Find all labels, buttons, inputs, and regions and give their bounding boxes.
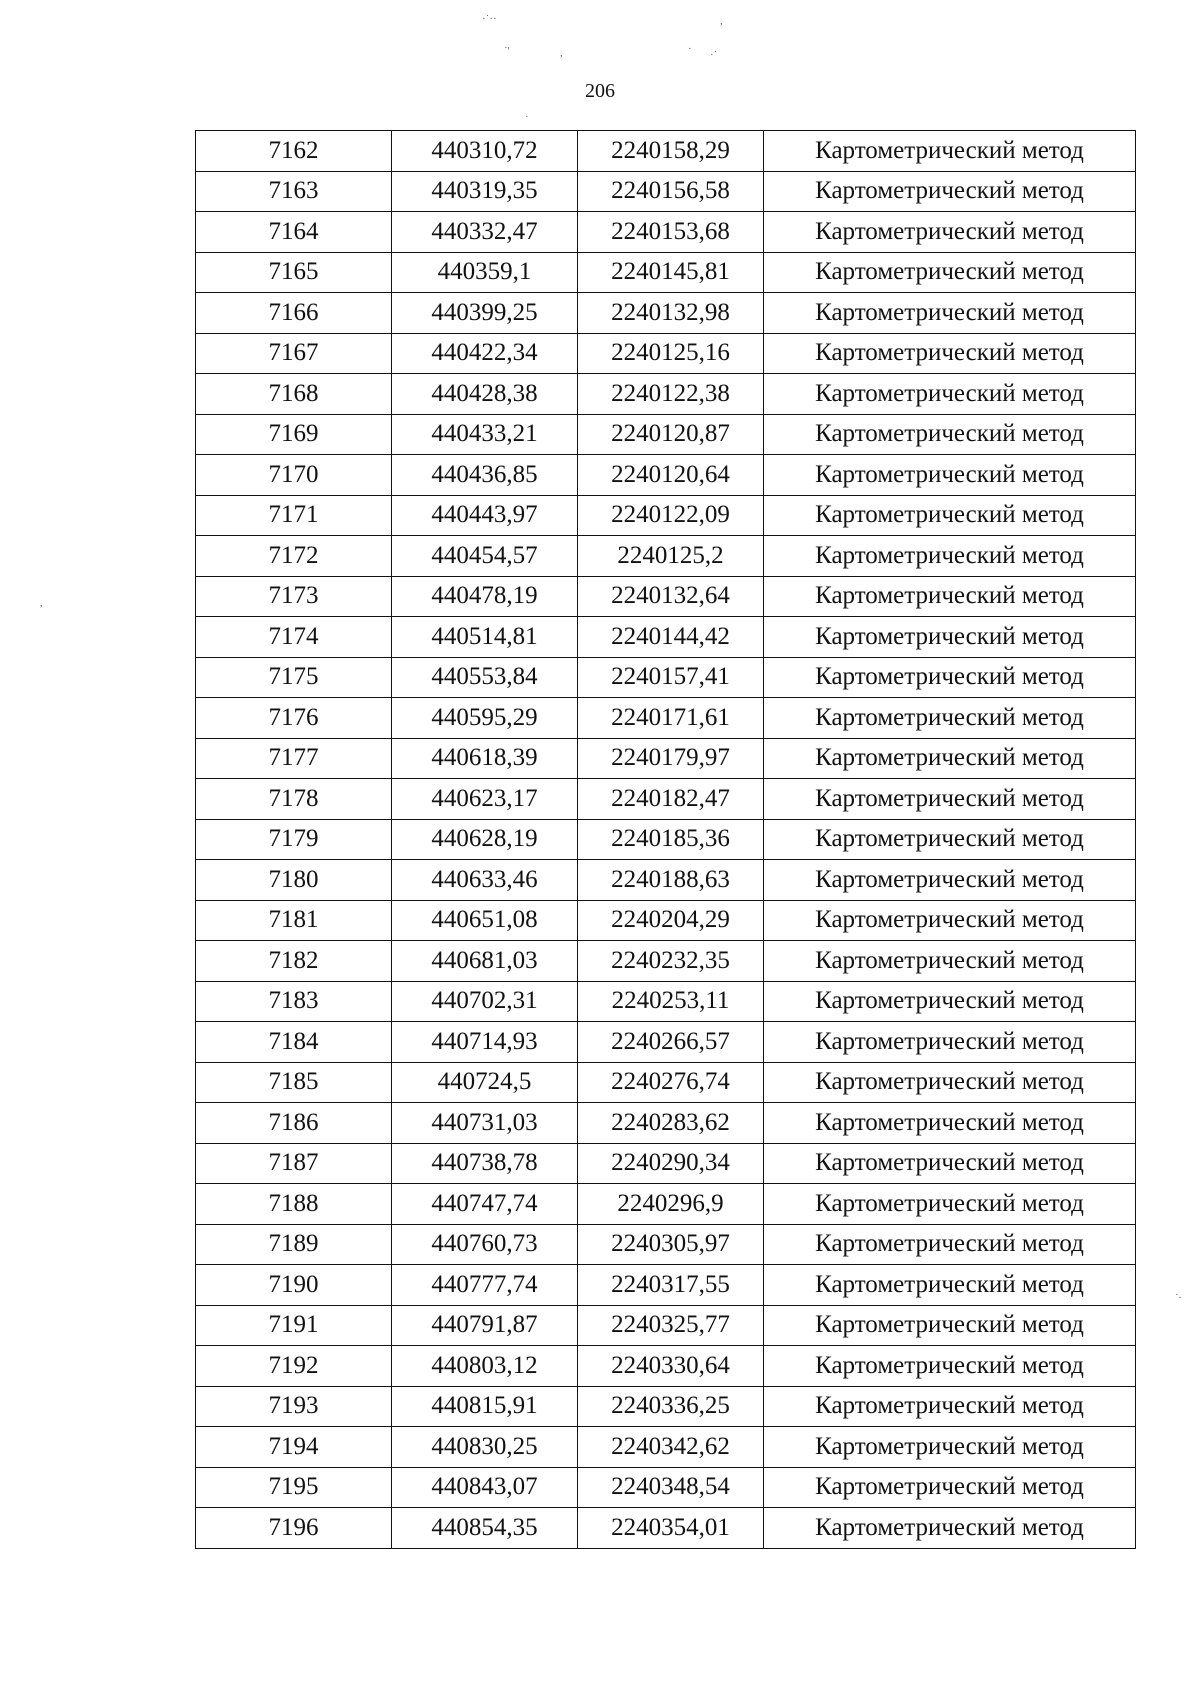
cell-point-number: 7176 xyxy=(196,698,392,739)
cell-x-coordinate: 440747,74 xyxy=(392,1184,578,1225)
page-number: 206 xyxy=(585,80,615,102)
cell-y-coordinate: 2240125,2 xyxy=(578,536,764,577)
cell-point-number: 7169 xyxy=(196,414,392,455)
cell-method: Картометрический метод xyxy=(764,1184,1136,1225)
scan-speck: · xyxy=(688,43,692,55)
scan-speck: ˙' xyxy=(504,45,510,57)
cell-y-coordinate: 2240342,62 xyxy=(578,1427,764,1468)
cell-method: Картометрический метод xyxy=(764,900,1136,941)
cell-point-number: 7162 xyxy=(196,131,392,172)
cell-method: Картометрический метод xyxy=(764,981,1136,1022)
coordinates-table-body xyxy=(196,131,1136,1549)
cell-point-number: 7191 xyxy=(196,1305,392,1346)
table-row xyxy=(196,293,1136,334)
table-row xyxy=(196,1386,1136,1427)
cell-x-coordinate: 440428,38 xyxy=(392,374,578,415)
table-row xyxy=(196,252,1136,293)
table-row xyxy=(196,576,1136,617)
cell-x-coordinate: 440681,03 xyxy=(392,941,578,982)
cell-x-coordinate: 440843,07 xyxy=(392,1467,578,1508)
cell-x-coordinate: 440319,35 xyxy=(392,171,578,212)
cell-method: Картометрический метод xyxy=(764,576,1136,617)
cell-x-coordinate: 440815,91 xyxy=(392,1386,578,1427)
cell-method: Картометрический метод xyxy=(764,1143,1136,1184)
cell-method: Картометрический метод xyxy=(764,131,1136,172)
cell-point-number: 7196 xyxy=(196,1508,392,1549)
cell-x-coordinate: 440433,21 xyxy=(392,414,578,455)
cell-x-coordinate: 440436,85 xyxy=(392,455,578,496)
cell-y-coordinate: 2240120,87 xyxy=(578,414,764,455)
cell-y-coordinate: 2240354,01 xyxy=(578,1508,764,1549)
cell-method: Картометрический метод xyxy=(764,1022,1136,1063)
cell-x-coordinate: 440514,81 xyxy=(392,617,578,658)
table-row xyxy=(196,1508,1136,1549)
cell-point-number: 7177 xyxy=(196,738,392,779)
cell-y-coordinate: 2240305,97 xyxy=(578,1224,764,1265)
cell-method: Картометрический метод xyxy=(764,171,1136,212)
cell-y-coordinate: 2240132,64 xyxy=(578,576,764,617)
table-row xyxy=(196,738,1136,779)
cell-y-coordinate: 2240188,63 xyxy=(578,860,764,901)
cell-point-number: 7175 xyxy=(196,657,392,698)
cell-method: Картометрический метод xyxy=(764,738,1136,779)
cell-y-coordinate: 2240325,77 xyxy=(578,1305,764,1346)
table-row xyxy=(196,131,1136,172)
cell-method: Картометрический метод xyxy=(764,374,1136,415)
cell-x-coordinate: 440332,47 xyxy=(392,212,578,253)
scan-speck: ·. xyxy=(1175,1289,1182,1301)
cell-method: Картометрический метод xyxy=(764,252,1136,293)
cell-y-coordinate: 2240179,97 xyxy=(578,738,764,779)
cell-y-coordinate: 2240122,09 xyxy=(578,495,764,536)
cell-method: Картометрический метод xyxy=(764,455,1136,496)
cell-method: Картометрический метод xyxy=(764,1103,1136,1144)
table-row xyxy=(196,1143,1136,1184)
cell-x-coordinate: 440595,29 xyxy=(392,698,578,739)
table-row xyxy=(196,1467,1136,1508)
cell-point-number: 7171 xyxy=(196,495,392,536)
cell-point-number: 7186 xyxy=(196,1103,392,1144)
cell-y-coordinate: 2240144,42 xyxy=(578,617,764,658)
scan-speck: , xyxy=(720,15,723,27)
scan-speck: , xyxy=(560,47,563,59)
cell-x-coordinate: 440399,25 xyxy=(392,293,578,334)
cell-x-coordinate: 440777,74 xyxy=(392,1265,578,1306)
table-row xyxy=(196,657,1136,698)
table-row xyxy=(196,819,1136,860)
cell-point-number: 7195 xyxy=(196,1467,392,1508)
table-row xyxy=(196,495,1136,536)
cell-method: Картометрический метод xyxy=(764,698,1136,739)
table-row xyxy=(196,1265,1136,1306)
cell-method: Картометрический метод xyxy=(764,1305,1136,1346)
table-row xyxy=(196,1022,1136,1063)
cell-method: Картометрический метод xyxy=(764,1508,1136,1549)
cell-x-coordinate: 440359,1 xyxy=(392,252,578,293)
cell-y-coordinate: 2240290,34 xyxy=(578,1143,764,1184)
coordinates-table xyxy=(195,130,1136,1549)
table-row xyxy=(196,1103,1136,1144)
cell-y-coordinate: 2240156,58 xyxy=(578,171,764,212)
cell-method: Картометрический метод xyxy=(764,293,1136,334)
cell-y-coordinate: 2240182,47 xyxy=(578,779,764,820)
table-row xyxy=(196,1062,1136,1103)
cell-method: Картометрический метод xyxy=(764,941,1136,982)
cell-method: Картометрический метод xyxy=(764,333,1136,374)
cell-x-coordinate: 440760,73 xyxy=(392,1224,578,1265)
table-row xyxy=(196,1427,1136,1468)
cell-point-number: 7165 xyxy=(196,252,392,293)
cell-x-coordinate: 440623,17 xyxy=(392,779,578,820)
table-row xyxy=(196,941,1136,982)
table-row xyxy=(196,1184,1136,1225)
cell-x-coordinate: 440553,84 xyxy=(392,657,578,698)
cell-point-number: 7182 xyxy=(196,941,392,982)
cell-y-coordinate: 2240132,98 xyxy=(578,293,764,334)
cell-x-coordinate: 440310,72 xyxy=(392,131,578,172)
cell-method: Картометрический метод xyxy=(764,617,1136,658)
cell-x-coordinate: 440422,34 xyxy=(392,333,578,374)
cell-method: Картометрический метод xyxy=(764,1224,1136,1265)
cell-y-coordinate: 2240122,38 xyxy=(578,374,764,415)
cell-x-coordinate: 440633,46 xyxy=(392,860,578,901)
cell-method: Картометрический метод xyxy=(764,1062,1136,1103)
cell-point-number: 7172 xyxy=(196,536,392,577)
cell-y-coordinate: 2240158,29 xyxy=(578,131,764,172)
cell-point-number: 7190 xyxy=(196,1265,392,1306)
cell-x-coordinate: 440791,87 xyxy=(392,1305,578,1346)
cell-y-coordinate: 2240125,16 xyxy=(578,333,764,374)
table-row xyxy=(196,779,1136,820)
cell-point-number: 7185 xyxy=(196,1062,392,1103)
table-row xyxy=(196,617,1136,658)
cell-point-number: 7194 xyxy=(196,1427,392,1468)
cell-point-number: 7167 xyxy=(196,333,392,374)
cell-y-coordinate: 2240296,9 xyxy=(578,1184,764,1225)
cell-y-coordinate: 2240330,64 xyxy=(578,1346,764,1387)
cell-point-number: 7166 xyxy=(196,293,392,334)
table-row xyxy=(196,1305,1136,1346)
cell-point-number: 7173 xyxy=(196,576,392,617)
cell-x-coordinate: 440854,35 xyxy=(392,1508,578,1549)
cell-y-coordinate: 2240276,74 xyxy=(578,1062,764,1103)
table-row xyxy=(196,698,1136,739)
cell-method: Картометрический метод xyxy=(764,1346,1136,1387)
cell-x-coordinate: 440478,19 xyxy=(392,576,578,617)
cell-x-coordinate: 440618,39 xyxy=(392,738,578,779)
cell-y-coordinate: 2240204,29 xyxy=(578,900,764,941)
cell-method: Картометрический метод xyxy=(764,860,1136,901)
table-row xyxy=(196,1224,1136,1265)
cell-method: Картометрический метод xyxy=(764,657,1136,698)
scan-speck: · xyxy=(525,111,529,123)
cell-x-coordinate: 440738,78 xyxy=(392,1143,578,1184)
cell-point-number: 7183 xyxy=(196,981,392,1022)
table-row xyxy=(196,455,1136,496)
cell-point-number: 7181 xyxy=(196,900,392,941)
cell-point-number: 7163 xyxy=(196,171,392,212)
table-row xyxy=(196,900,1136,941)
cell-x-coordinate: 440702,31 xyxy=(392,981,578,1022)
table-row xyxy=(196,1346,1136,1387)
cell-x-coordinate: 440731,03 xyxy=(392,1103,578,1144)
scan-speck: , xyxy=(40,597,43,609)
cell-method: Картометрический метод xyxy=(764,1467,1136,1508)
cell-x-coordinate: 440443,97 xyxy=(392,495,578,536)
cell-point-number: 7179 xyxy=(196,819,392,860)
cell-method: Картометрический метод xyxy=(764,495,1136,536)
cell-y-coordinate: 2240171,61 xyxy=(578,698,764,739)
cell-method: Картометрический метод xyxy=(764,819,1136,860)
cell-point-number: 7189 xyxy=(196,1224,392,1265)
table-row xyxy=(196,171,1136,212)
cell-y-coordinate: 2240348,54 xyxy=(578,1467,764,1508)
cell-y-coordinate: 2240232,35 xyxy=(578,941,764,982)
cell-y-coordinate: 2240317,55 xyxy=(578,1265,764,1306)
cell-point-number: 7180 xyxy=(196,860,392,901)
cell-y-coordinate: 2240157,41 xyxy=(578,657,764,698)
cell-y-coordinate: 2240120,64 xyxy=(578,455,764,496)
cell-method: Картометрический метод xyxy=(764,1386,1136,1427)
cell-method: Картометрический метод xyxy=(764,1265,1136,1306)
scan-speck: ·˙·· xyxy=(482,13,497,25)
cell-x-coordinate: 440803,12 xyxy=(392,1346,578,1387)
cell-point-number: 7168 xyxy=(196,374,392,415)
cell-point-number: 7174 xyxy=(196,617,392,658)
table-row xyxy=(196,981,1136,1022)
cell-x-coordinate: 440454,57 xyxy=(392,536,578,577)
table-row xyxy=(196,374,1136,415)
cell-point-number: 7178 xyxy=(196,779,392,820)
cell-point-number: 7188 xyxy=(196,1184,392,1225)
cell-point-number: 7184 xyxy=(196,1022,392,1063)
table-row xyxy=(196,536,1136,577)
scan-speck: ·˙ xyxy=(710,49,718,61)
cell-x-coordinate: 440628,19 xyxy=(392,819,578,860)
cell-y-coordinate: 2240253,11 xyxy=(578,981,764,1022)
cell-point-number: 7192 xyxy=(196,1346,392,1387)
cell-x-coordinate: 440830,25 xyxy=(392,1427,578,1468)
table-row xyxy=(196,414,1136,455)
cell-point-number: 7170 xyxy=(196,455,392,496)
cell-method: Картометрический метод xyxy=(764,1427,1136,1468)
table-row xyxy=(196,212,1136,253)
cell-x-coordinate: 440724,5 xyxy=(392,1062,578,1103)
cell-y-coordinate: 2240185,36 xyxy=(578,819,764,860)
table-row xyxy=(196,333,1136,374)
cell-method: Картометрический метод xyxy=(764,414,1136,455)
table-row xyxy=(196,860,1136,901)
cell-y-coordinate: 2240266,57 xyxy=(578,1022,764,1063)
cell-x-coordinate: 440714,93 xyxy=(392,1022,578,1063)
cell-y-coordinate: 2240153,68 xyxy=(578,212,764,253)
cell-x-coordinate: 440651,08 xyxy=(392,900,578,941)
cell-method: Картометрический метод xyxy=(764,536,1136,577)
cell-point-number: 7193 xyxy=(196,1386,392,1427)
cell-y-coordinate: 2240336,25 xyxy=(578,1386,764,1427)
cell-y-coordinate: 2240145,81 xyxy=(578,252,764,293)
cell-point-number: 7187 xyxy=(196,1143,392,1184)
cell-method: Картометрический метод xyxy=(764,779,1136,820)
cell-point-number: 7164 xyxy=(196,212,392,253)
cell-method: Картометрический метод xyxy=(764,212,1136,253)
cell-y-coordinate: 2240283,62 xyxy=(578,1103,764,1144)
